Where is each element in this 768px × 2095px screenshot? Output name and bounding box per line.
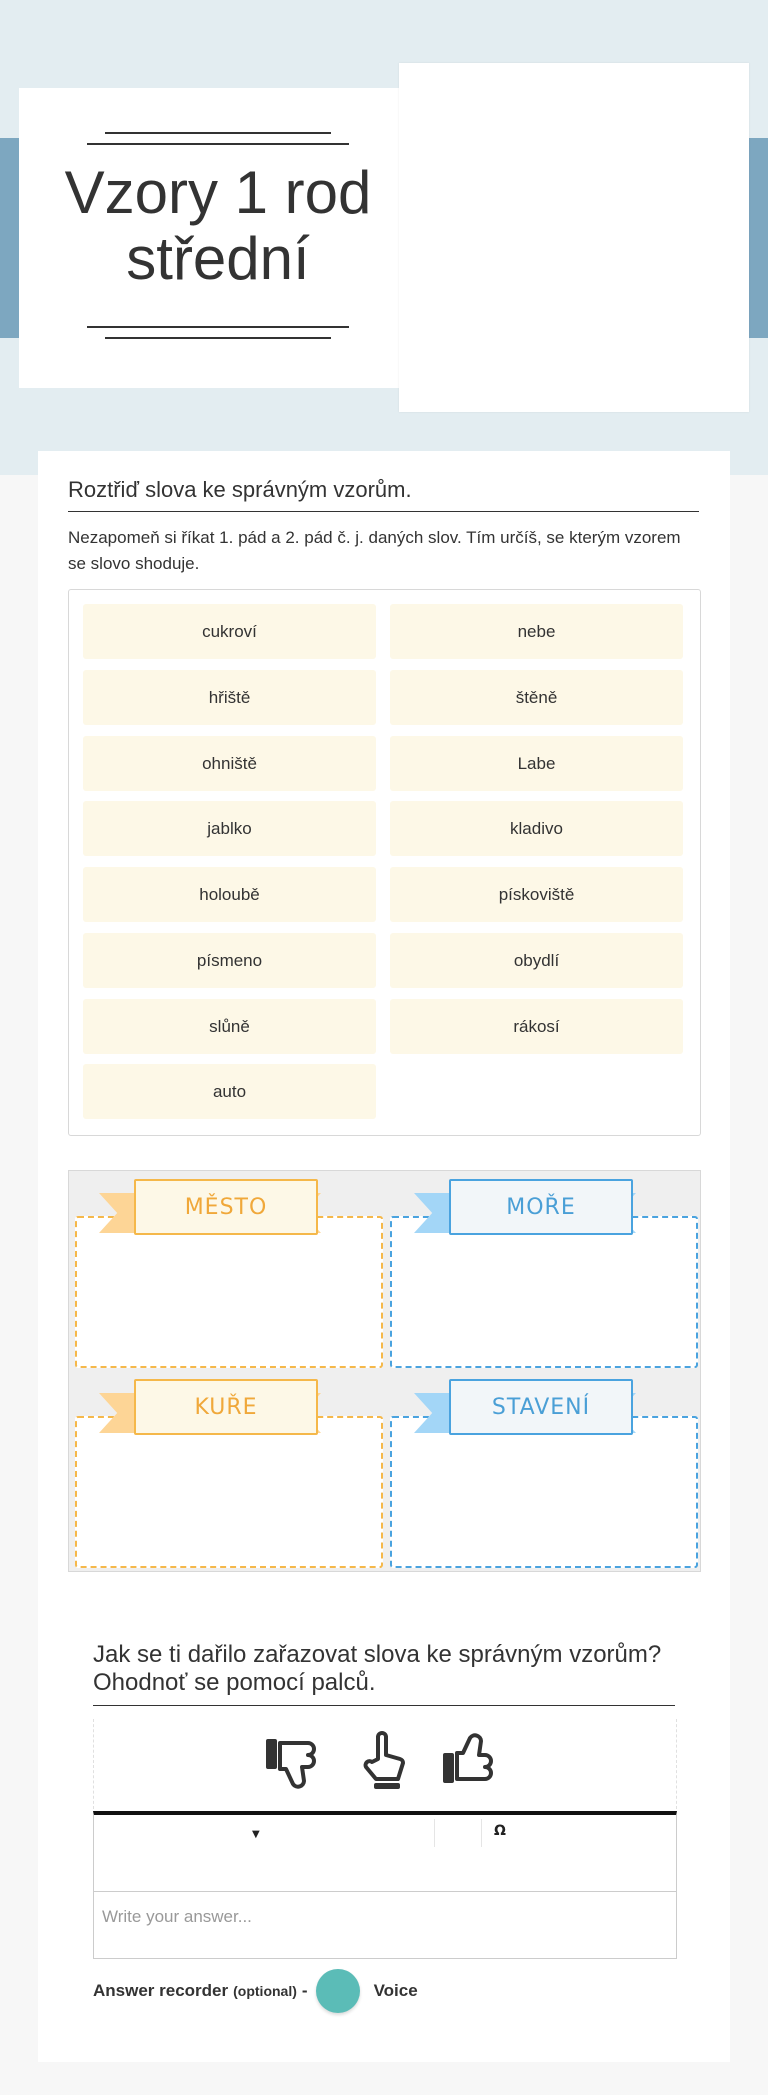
word-chip[interactable]: ohniště: [83, 736, 376, 791]
sorting-area: [68, 1170, 701, 1572]
word-chip[interactable]: auto: [83, 1064, 376, 1119]
recorder-dash: -: [301, 1981, 308, 2000]
word-chip[interactable]: kladivo: [390, 801, 683, 856]
editor-toolbar: [94, 1815, 676, 1851]
word-chip[interactable]: hřiště: [83, 670, 376, 725]
activity-card: [38, 451, 730, 2062]
pointing-hand-icon: [352, 1729, 416, 1793]
rating-icons: [93, 1719, 677, 1809]
thumbs-up-icon: [441, 1729, 505, 1793]
word-chip[interactable]: jablko: [83, 801, 376, 856]
task-title: Roztřiď slova ke správným vzorům.: [68, 477, 699, 512]
word-bank: [68, 589, 701, 1136]
thumbs-down-icon: [264, 1729, 328, 1793]
voice-record-button[interactable]: [316, 1969, 360, 2013]
word-chip[interactable]: rákosí: [390, 999, 683, 1054]
word-chip[interactable]: Labe: [390, 736, 683, 791]
category-label: MĚSTO: [134, 1179, 318, 1235]
title-divider-top: [19, 132, 417, 145]
page-title-line1: Vzory 1 rod: [64, 159, 372, 226]
format-dropdown-caret-icon[interactable]: ▼: [252, 1829, 260, 1840]
word-chip[interactable]: holoubě: [83, 867, 376, 922]
task-instruction: Nezapomeň si říkat 1. pád a 2. pád č. j. daných slov. Tím určíš, se kterým vzorem se slovo shoduje.: [68, 528, 681, 573]
word-chip[interactable]: štěně: [390, 670, 683, 725]
category-ribbon-kure: [99, 1379, 321, 1441]
header-image-card: [399, 63, 749, 412]
category-label: MOŘE: [449, 1179, 633, 1235]
title-divider-bottom: [19, 326, 417, 339]
recorder-label: Answer recorder: [93, 1981, 229, 2000]
category-label: KUŘE: [134, 1379, 318, 1435]
answer-recorder: [93, 1969, 675, 2013]
voice-label[interactable]: Voice: [373, 1981, 418, 2000]
title-card: [19, 88, 417, 388]
word-chip[interactable]: pískoviště: [390, 867, 683, 922]
page-title-line2: střední: [126, 225, 310, 292]
category-ribbon-staveni: [414, 1379, 636, 1441]
word-chip[interactable]: nebe: [390, 604, 683, 659]
answer-editor: [93, 1811, 677, 1959]
reflection-question: Jak se ti dařilo zařazovat slova ke správným vzorům? Ohodnoť se pomocí palců.: [93, 1641, 675, 1706]
word-chip[interactable]: cukroví: [83, 604, 376, 659]
page-title: [19, 160, 417, 292]
category-label: STAVENÍ: [449, 1379, 633, 1435]
recorder-optional: (optional): [233, 1983, 297, 1999]
word-chip[interactable]: slůně: [83, 999, 376, 1054]
word-chip[interactable]: obydlí: [390, 933, 683, 988]
category-ribbon-more: [414, 1179, 636, 1241]
word-chip[interactable]: písmeno: [83, 933, 376, 988]
category-ribbon-mesto: [99, 1179, 321, 1241]
special-character-button[interactable]: Ω: [494, 1823, 506, 1839]
answer-input[interactable]: [94, 1892, 676, 1942]
